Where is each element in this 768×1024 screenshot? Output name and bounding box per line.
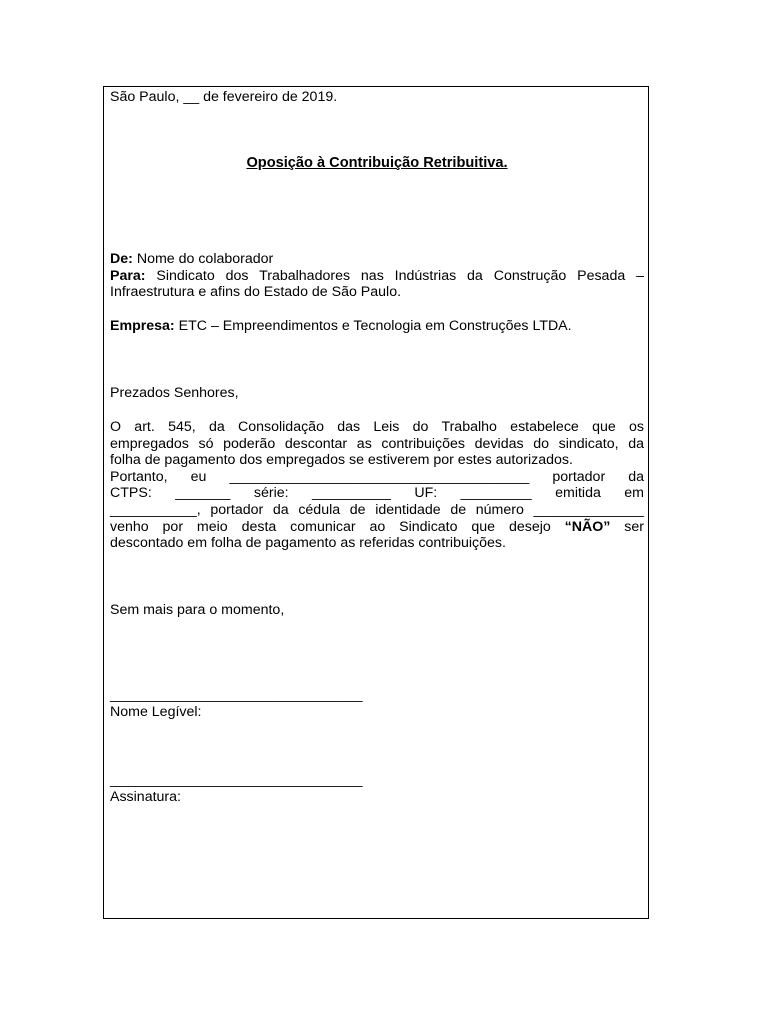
company-label: Empresa:	[110, 318, 175, 334]
body-line-7-before: venho por meio desta comunicar ao Sindicato que desejo	[110, 518, 551, 535]
to-value-line2: Infraestrutura e afins do Estado de São Paulo.	[110, 284, 402, 301]
body-line-1: O art. 545, da Consolidação das Leis do Trabalho estabelece que os	[110, 419, 644, 435]
body-line-8: descontado em folha de pagamento as referidas contribuições.	[110, 535, 506, 552]
document-title: Oposição à Contribuição Retribuitiva.	[246, 155, 508, 171]
body-line-7-emphasis: “NÃO”	[564, 518, 611, 535]
from-label: De:	[110, 251, 133, 267]
company-line	[110, 318, 644, 335]
body-line-3: folha de pagamento dos empregados se estiverem por estes autorizados.	[110, 452, 573, 469]
closing-text: Sem mais para o momento,	[110, 602, 285, 618]
closing	[110, 602, 644, 619]
signature-underline: ________________________________	[110, 772, 363, 788]
body-line-2: empregados só poderão descontar as contribuições devidas do sindicato, da	[110, 435, 644, 452]
name-underline: ________________________________	[110, 687, 363, 703]
salutation	[110, 385, 644, 402]
body-line-6: ___________, portador da cédula de identidade de número ______________	[110, 501, 644, 518]
body-line-7	[110, 519, 644, 536]
name-signature-block	[110, 687, 644, 720]
signature-label: Assinatura:	[110, 788, 181, 805]
document-frame	[103, 86, 649, 919]
from-value: Nome do colaborador	[136, 251, 274, 267]
signature-block	[110, 772, 644, 805]
salutation-text: Prezados Senhores,	[110, 385, 239, 401]
body-line-4: Portanto, eu ______________________________________ portador da	[110, 468, 644, 485]
date-line: São Paulo, __ de fevereiro de 2019.	[110, 89, 338, 105]
company-block	[110, 318, 644, 335]
body-line-5: CTPS: _______ série: __________ UF: _________ emitida em	[110, 485, 644, 502]
from-line	[110, 251, 644, 268]
name-label: Nome Legível:	[110, 703, 202, 720]
body-paragraph	[110, 419, 644, 552]
header-block	[110, 251, 644, 301]
to-line	[110, 268, 644, 285]
company-value: ETC – Empreendimentos e Tecnologia em Construções LTDA.	[178, 318, 572, 334]
to-label: Para:	[110, 267, 146, 284]
body-line-7-after: ser	[624, 518, 644, 535]
to-value-line1: Sindicato dos Trabalhadores nas Indústrias da Construção Pesada –	[156, 267, 644, 284]
